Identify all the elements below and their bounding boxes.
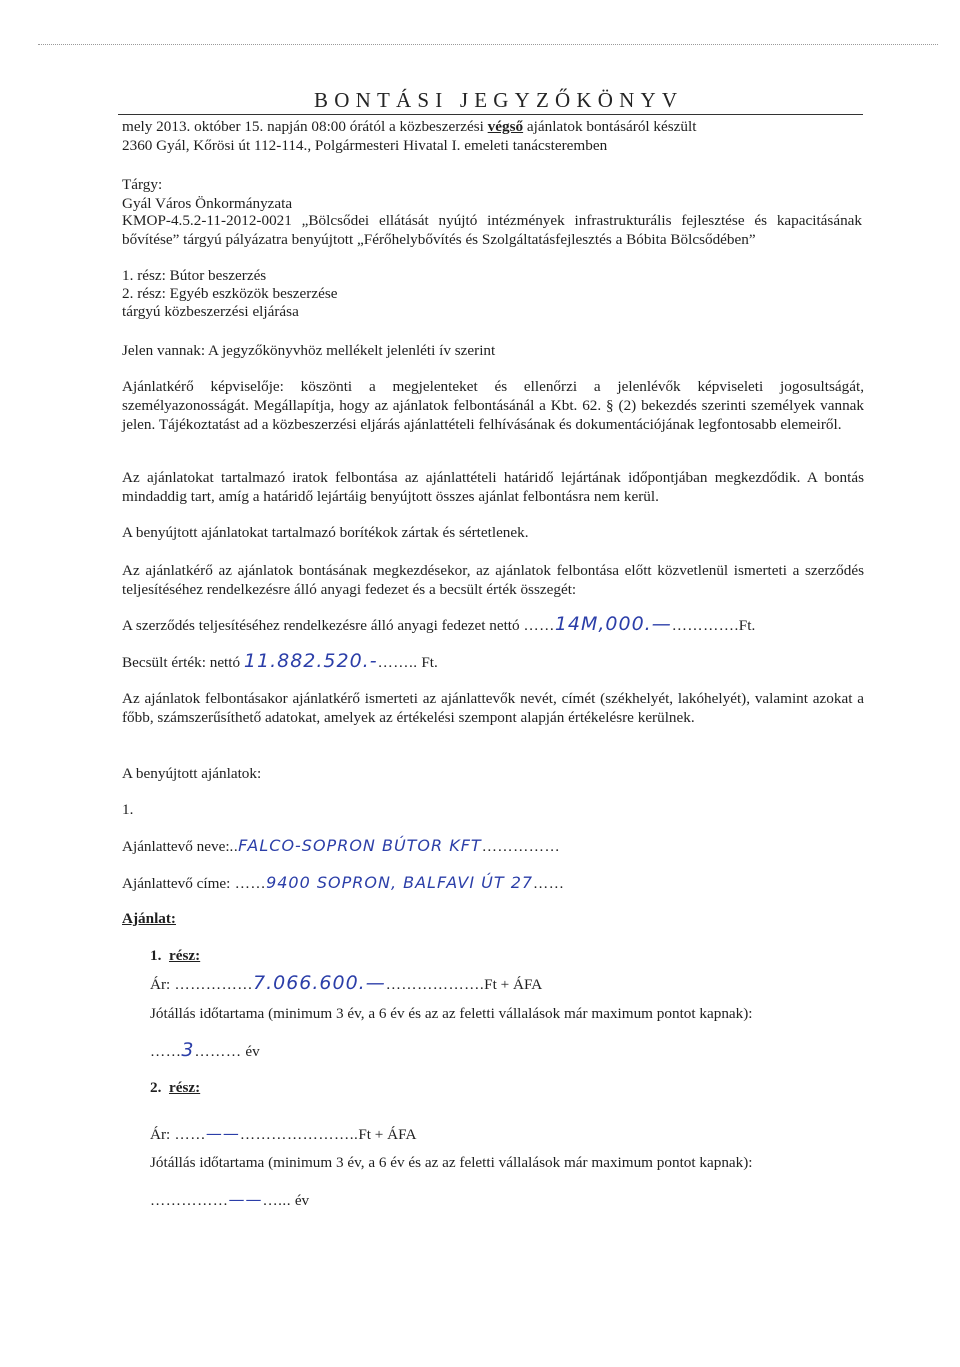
offer-part-2-heading: 2. rész: [150,1079,201,1096]
subject-label: Tárgy: [122,176,163,193]
funds-line: A szerződés teljesítéséhez rendelkezésre álló anyagi fedezet nettó ……14M,000.—………….Ft. [122,613,756,635]
part-1-warranty-line: ……3……… év [150,1039,260,1061]
paragraph-opening: Az ajánlatokat tartalmazó iratok felbontása az ajánlattételi határidő lejártának időpontjában megkezdődik. A bontás mindaddig tart, amíg a határidő lejártáig benyújtott összes ajánlat felbontásra nem kerül. [122,469,864,505]
estimate-line: Becsült érték: nettó 11.882.520.-…….. Ft. [122,650,438,672]
subject-part-2: 2. rész: Egyéb eszközök beszerzése [122,285,338,302]
paragraph-bidders-info: Az ajánlatok felbontásakor ajánlatkérő ismerteti az ajánlattevők nevét, címét (székhelyét, lakóhelyét), valamint azokat a főbb, számszerűsíthető adatokat, amelyek az értékelési szempont alapján értékelésre kerülnek. [122,690,864,726]
subject-org: Gyál Város Önkormányzata [122,195,293,212]
paragraph-funding-intro: Az ajánlatkérő az ajánlatok bontásának megkezdésekor, az ajánlatok felbontása előtt közvetlenül ismerteti a szerződés teljesítéséhez rendelkezésre álló anyagi fedezet és a becsült érték összegét: [122,562,864,598]
part-2-warranty-text: Jótállás időtartama (minimum 3 év, a 6 év és az az feletti vállalások már maximum pontot kapnak): [150,1154,753,1171]
offer-section-title: Ajánlat: [122,910,176,927]
bidder-name-handwritten: FALCO-SOPRON BÚTOR KFT [238,836,482,855]
header-line-1: mely 2013. október 15. napján 08:00 órától a közbeszerzési végső ajánlatok bontásáról készült [122,118,697,135]
part-2-warranty-handwritten: —— [228,1190,263,1209]
bidder-address-line: Ajánlattevő címe: ……9400 SOPRON, BALFAVI ÚT 27…… [122,873,565,892]
bidder-name-line: Ajánlattevő neve:..FALCO-SOPRON BÚTOR KFT…………… [122,836,561,855]
offer-part-1-heading: 1. rész: [150,947,201,964]
estimate-handwritten-value: 11.882.520.- [243,650,378,672]
part-2-price-line: Ár: ……——…………………..Ft + ÁFA [150,1124,417,1143]
offer-index: 1. [122,801,134,818]
subject-procedure: tárgyú közbeszerzési eljárása [122,303,299,320]
submitted-offers-label: A benyújtott ajánlatok: [122,765,262,782]
paragraph-envelopes: A benyújtott ajánlatokat tartalmazó borítékok zártak és sértetlenek. [122,524,529,541]
part-2-price-handwritten: —— [205,1124,240,1143]
final-emphasis: végső [487,118,524,135]
part-1-warranty-text: Jótállás időtartama (minimum 3 év, a 6 év és az az feletti vállalások már maximum pontot kapnak): [150,1005,753,1022]
subject-part-1: 1. rész: Bútor beszerzés [122,267,267,284]
bidder-address-handwritten: 9400 SOPRON, BALFAVI ÚT 27 [266,873,534,892]
header-line-2: 2360 Gyál, Kőrösi út 112-114., Polgármesteri Hivatal I. emeleti tanácsteremben [122,137,608,154]
top-dotted-rule [38,44,938,45]
funds-handwritten-value: 14M,000.— [554,613,672,635]
part-1-price-line: Ár: ……………7.066.600.—……………….Ft + ÁFA [150,972,543,994]
present-line: Jelen vannak: A jegyzőkönyvhöz mellékelt jelenléti ív szerint [122,342,496,359]
part-2-warranty-line: ……………——…... év [150,1190,310,1209]
subject-text: KMOP-4.5.2-11-2012-0021 „Bölcsődei ellátását nyújtó intézmények infrastrukturális fejlesztése és kapacitásának bővítése” tárgyú pályázatra benyújtott „Férőhelybővítés és Szolgáltatásfejlesztés a Bóbita Bölcsődében” [122,212,862,248]
part-1-warranty-handwritten: 3 [181,1039,195,1061]
part-1-price-handwritten: 7.066.600.— [252,972,386,994]
title-underline [118,114,863,115]
document-title: BONTÁSI JEGYZŐKÖNYV [314,88,684,112]
paragraph-representative: Ajánlatkérő képviselője: köszönti a megjelenteket és ellenőrzi a jelenlévők képviseleti jogosultságát, személyazonosságát. Megállapítja, hogy az ajánlatok felbontásánál a Kbt. 62. § (2) bekezdés szerinti személyek vannak jelen. Tájékoztatást ad a közbeszerzési eljárás ajánlattételi felhívásának és dokumentációjának legfontosabb elemeiről. [122,378,864,433]
